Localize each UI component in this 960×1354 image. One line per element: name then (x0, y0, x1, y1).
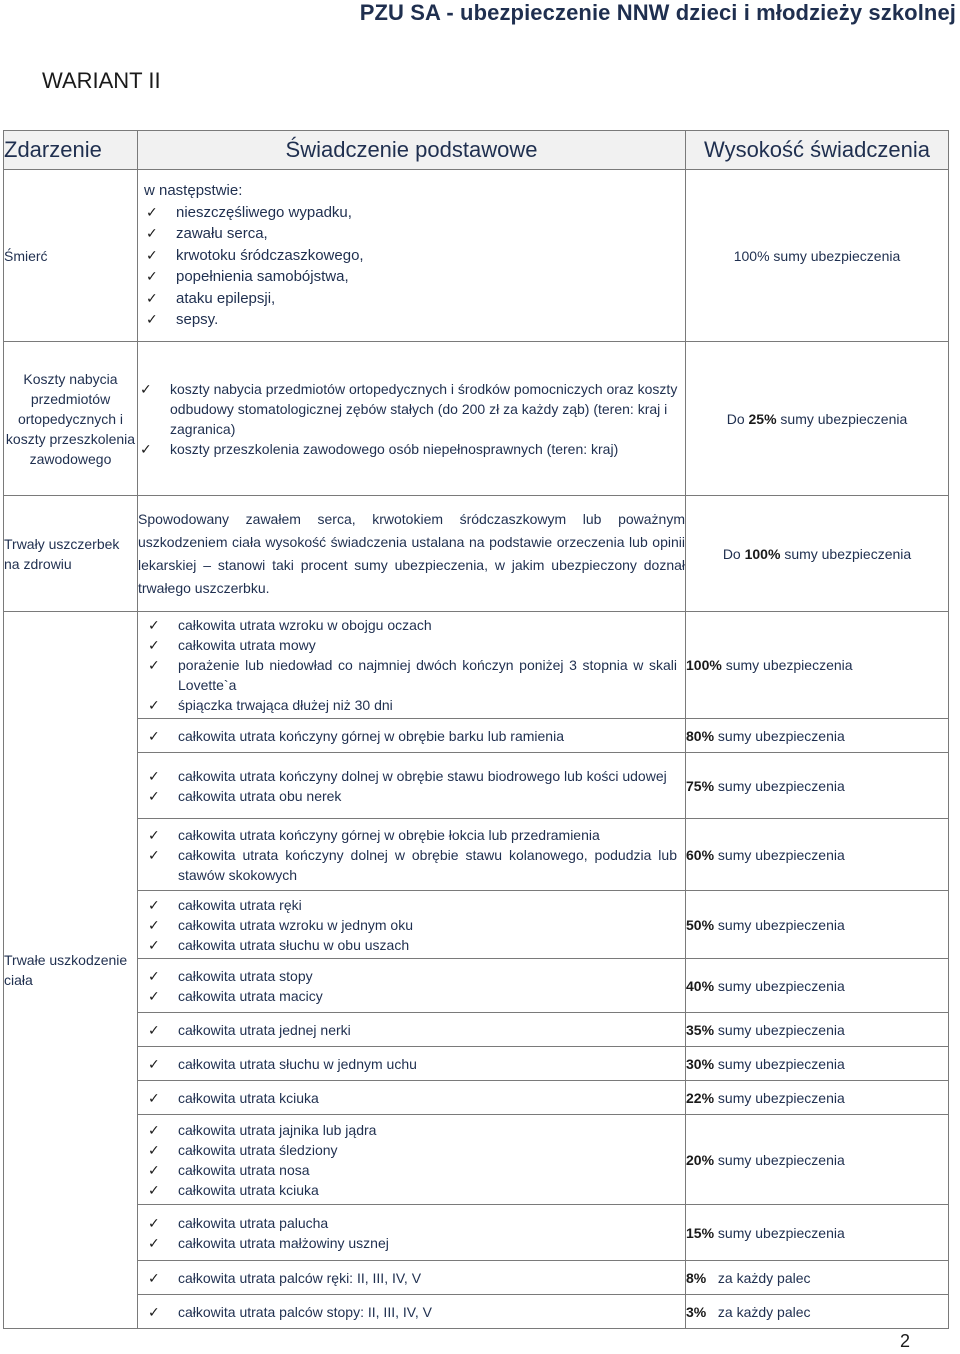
checkmark-icon: ✓ (148, 896, 160, 913)
checkmark-icon: ✓ (148, 1021, 160, 1038)
list-item-text: całkowita utrata obu nerek (178, 787, 342, 804)
list-item-text: całkowita utrata jajnika lub jądra (178, 1121, 377, 1138)
checkmark-icon: ✓ (148, 1121, 160, 1138)
list-item (146, 1268, 677, 1288)
damage-list (146, 1268, 677, 1288)
damage-list (146, 1088, 677, 1108)
amount-percent: 80% (686, 727, 715, 744)
document-header-title: PZU SA - ubezpieczenie NNW dzieci i młodzieży szkolnej (359, 0, 956, 25)
checkmark-icon: ✓ (146, 268, 158, 285)
list-item (146, 1088, 677, 1108)
amount-percent: 100% (686, 657, 722, 673)
table-row (4, 1081, 949, 1115)
damage-description (138, 959, 686, 1013)
page-number: 2 (899, 1331, 910, 1351)
checkmark-icon: ✓ (148, 1161, 160, 1178)
damage-amount (686, 1013, 949, 1047)
list-item (146, 935, 677, 955)
checkmark-icon: ✓ (146, 225, 158, 242)
list-item-text: popełnienia samobójstwa, (176, 268, 349, 286)
list-item (146, 986, 677, 1006)
amount-suffix: sumy ubezpieczenia (717, 727, 845, 744)
damage-amount (686, 819, 949, 891)
table-row (4, 1261, 949, 1295)
damage-list (146, 1120, 677, 1200)
benefits-table (3, 130, 949, 1329)
permanent-damage-rows (4, 612, 949, 1329)
damage-description (138, 819, 686, 891)
amount-suffix: za każdy palec (717, 1269, 811, 1286)
checkmark-icon: ✓ (146, 203, 158, 220)
damage-amount (686, 1081, 949, 1115)
list-item-text: koszty przeszkolenia zawodowego osób niepełnosprawnych (teren: kraj) (170, 440, 619, 457)
list-item-text: całkowita utrata stopy (178, 967, 313, 984)
list-item-text: całkowita utrata słuchu w jednym uchu (178, 1055, 417, 1072)
list-item-text: krwotoku śródczaszkowego, (176, 246, 364, 264)
amount-percent: 3% (686, 1303, 707, 1320)
checkmark-icon: ✓ (146, 246, 158, 263)
amount-suffix: sumy ubezpieczenia (717, 916, 845, 933)
list-item-text: całkowita utrata kończyny górnej w obrębie łokcia lub przedramienia (178, 826, 600, 843)
amount-percent: 60% (686, 846, 715, 863)
damage-list (146, 766, 677, 806)
header-basic-benefit: Świadczenie podstawowe (138, 131, 686, 170)
amount-suffix: sumy ubezpieczenia (717, 777, 845, 794)
permanent-injury-amount (686, 496, 949, 612)
death-intro: w następstwie: (144, 182, 243, 200)
amount-suffix: sumy ubezpieczenia (717, 1224, 845, 1241)
checkmark-icon: ✓ (148, 967, 160, 984)
list-item (146, 966, 677, 986)
list-item (146, 825, 677, 845)
costs-benefit-description (138, 342, 686, 496)
checkmark-icon: ✓ (148, 1055, 160, 1072)
damage-list (146, 966, 677, 1006)
checkmark-icon: ✓ (148, 1141, 160, 1158)
table-row-costs (4, 342, 949, 496)
damage-description (138, 1081, 686, 1115)
list-item (146, 726, 677, 746)
list-item-text: całkowita utrata kończyny górnej w obrębie barku lub ramienia (178, 727, 564, 744)
list-item-text: całkowita utrata palców stopy: II, III, IV, V (178, 1303, 432, 1320)
list-item-text: całkowita utrata mowy (178, 637, 316, 653)
event-costs: Koszty nabycia przedmiotów ortopedycznych i koszty przeszkolenia zawodowego (4, 342, 138, 496)
checkmark-icon: ✓ (148, 1089, 160, 1106)
damage-amount (686, 1261, 949, 1295)
list-item (144, 288, 685, 310)
damage-list (146, 1020, 677, 1040)
list-item-text: całkowita utrata palców ręki: II, III, IV, V (178, 1269, 422, 1286)
damage-description (138, 1295, 686, 1329)
checkmark-icon: ✓ (148, 1181, 160, 1198)
checkmark-icon: ✓ (140, 440, 152, 457)
list-item-text: całkowita utrata małżowiny usznej (178, 1234, 389, 1251)
list-item (146, 655, 677, 695)
amount-suffix: sumy ubezpieczenia (717, 1089, 845, 1106)
damage-list (146, 825, 677, 885)
table-row (4, 891, 949, 959)
costs-list (138, 379, 685, 459)
table-row (4, 819, 949, 891)
death-benefit-description (138, 170, 686, 342)
table-row (4, 959, 949, 1013)
costs-amount-percent: 25% (748, 410, 777, 427)
list-item (146, 695, 677, 715)
damage-amount (686, 891, 949, 959)
damage-list (146, 895, 677, 955)
amount-suffix: sumy ubezpieczenia (717, 1151, 845, 1168)
checkmark-icon: ✓ (148, 787, 160, 804)
list-item (146, 615, 677, 635)
list-item (144, 266, 685, 288)
amount-suffix: sumy ubezpieczenia (725, 657, 853, 673)
list-item-text: całkowita utrata ręki (178, 896, 302, 913)
checkmark-icon: ✓ (148, 657, 160, 673)
damage-amount (686, 1295, 949, 1329)
checkmark-icon: ✓ (148, 617, 160, 633)
damage-description (138, 719, 686, 753)
checkmark-icon: ✓ (140, 380, 152, 397)
checkmark-icon: ✓ (148, 697, 160, 713)
damage-amount (686, 753, 949, 819)
damage-amount (686, 719, 949, 753)
damage-amount (686, 1115, 949, 1205)
event-permanent-damage: Trwałe uszkodzenie ciała (4, 612, 138, 1329)
list-item (146, 1213, 677, 1233)
amount-percent: 8% (686, 1269, 707, 1286)
list-item (146, 915, 677, 935)
damage-amount (686, 612, 949, 719)
list-item-text: całkowita utrata słuchu w obu uszach (178, 936, 410, 953)
amount-suffix: sumy ubezpieczenia (717, 1021, 845, 1038)
event-death: Śmierć (4, 170, 138, 342)
header-benefit-amount: Wysokość świadczenia (686, 131, 949, 170)
list-item-text: całkowita utrata śledziony (178, 1141, 338, 1158)
amount-percent: 40% (686, 977, 715, 994)
permanent-injury-amount-prefix: Do (722, 545, 741, 562)
list-item (146, 845, 677, 885)
costs-amount (686, 342, 949, 496)
list-item (138, 379, 685, 439)
list-item-text: całkowita utrata kończyny dolnej w obrębie stawu kolanowego, podudzia lub stawów skokowych (178, 846, 677, 883)
list-item (146, 1054, 677, 1074)
variant-heading: WARIANT II (42, 68, 161, 93)
checkmark-icon: ✓ (148, 846, 160, 863)
list-item (138, 439, 685, 459)
list-item (146, 786, 677, 806)
list-item-text: śpiączka trwająca dłużej niż 30 dni (178, 697, 393, 713)
table-row (4, 1013, 949, 1047)
damage-description (138, 753, 686, 819)
checkmark-icon: ✓ (148, 727, 160, 744)
damage-description (138, 1205, 686, 1261)
amount-suffix: sumy ubezpieczenia (717, 977, 845, 994)
list-item-text: całkowita utrata kończyny dolnej w obrębie stawu biodrowego lub kości udowej (178, 767, 667, 784)
checkmark-icon: ✓ (148, 637, 160, 653)
table-row (4, 1295, 949, 1329)
checkmark-icon: ✓ (148, 1303, 160, 1320)
damage-amount (686, 959, 949, 1013)
damage-list (146, 1054, 677, 1074)
amount-suffix: sumy ubezpieczenia (717, 846, 845, 863)
list-item-text: całkowita utrata kciuka (178, 1181, 319, 1198)
damage-amount (686, 1047, 949, 1081)
table-row (4, 1047, 949, 1081)
list-item-text: sepsy. (176, 311, 219, 329)
amount-suffix: sumy ubezpieczenia (717, 1055, 845, 1072)
list-item (146, 766, 677, 786)
amount-percent: 35% (686, 1021, 715, 1038)
permanent-injury-amount-percent: 100% (744, 545, 781, 562)
costs-amount-suffix: sumy ubezpieczenia (780, 410, 908, 427)
amount-percent: 50% (686, 916, 715, 933)
header-event: Zdarzenie (4, 131, 138, 170)
table-header-row (4, 131, 949, 170)
list-item (144, 223, 685, 245)
list-item-text: nieszczęśliwego wypadku, (176, 203, 352, 221)
checkmark-icon: ✓ (148, 916, 160, 933)
checkmark-icon: ✓ (148, 1234, 160, 1251)
damage-description (138, 1261, 686, 1295)
checkmark-icon: ✓ (148, 767, 160, 784)
list-item (146, 635, 677, 655)
amount-percent: 15% (686, 1224, 715, 1241)
damage-description (138, 891, 686, 959)
list-item (146, 1302, 677, 1322)
list-item-text: koszty nabycia przedmiotów ortopedycznych i środków pomocniczych oraz koszty odbudowy stomatologicznej zębów stałych (do 200 zł za każdy ząb) (teren: kraj i zagranica) (170, 380, 678, 437)
list-item (146, 1120, 677, 1140)
list-item-text: całkowita utrata jednej nerki (178, 1021, 351, 1038)
checkmark-icon: ✓ (148, 987, 160, 1004)
damage-list (146, 615, 677, 715)
amount-percent: 20% (686, 1151, 715, 1168)
checkmark-icon: ✓ (148, 1214, 160, 1231)
death-amount: 100% sumy ubezpieczenia (686, 170, 949, 342)
list-item-text: całkowita utrata wzroku w jednym oku (178, 916, 413, 933)
checkmark-icon: ✓ (146, 311, 158, 328)
damage-list (146, 1213, 677, 1253)
list-item (146, 1233, 677, 1253)
checkmark-icon: ✓ (146, 289, 158, 306)
list-item-text: całkowita utrata kciuka (178, 1089, 319, 1106)
list-item-text: zawału serca, (176, 225, 268, 243)
damage-amount (686, 1205, 949, 1261)
damage-description (138, 612, 686, 719)
permanent-injury-description (138, 496, 686, 612)
damage-list (146, 1302, 677, 1322)
amount-percent: 75% (686, 777, 715, 794)
death-causes-list (144, 202, 685, 331)
checkmark-icon: ✓ (148, 1269, 160, 1286)
damage-description (138, 1013, 686, 1047)
table-row (4, 753, 949, 819)
amount-suffix: za każdy palec (717, 1303, 811, 1320)
list-item-text: całkowita utrata macicy (178, 987, 323, 1004)
damage-description (138, 1047, 686, 1081)
table-row-death (4, 170, 949, 342)
table-row-permanent-injury (4, 496, 949, 612)
list-item-text: całkowita utrata nosa (178, 1161, 310, 1178)
list-item (144, 202, 685, 224)
list-item (146, 1020, 677, 1040)
list-item (146, 895, 677, 915)
table-row (4, 1205, 949, 1261)
table-row (4, 719, 949, 753)
table-row (4, 1115, 949, 1205)
damage-list (146, 726, 677, 746)
list-item (146, 1160, 677, 1180)
checkmark-icon: ✓ (148, 826, 160, 843)
list-item-text: całkowita utrata wzroku w obojgu oczach (178, 617, 432, 633)
amount-percent: 30% (686, 1055, 715, 1072)
list-item-text: ataku epilepsji, (176, 289, 276, 307)
amount-percent: 22% (686, 1089, 715, 1106)
costs-amount-prefix: Do (726, 410, 745, 427)
table-row (4, 612, 949, 719)
list-item (146, 1180, 677, 1200)
checkmark-icon: ✓ (148, 936, 160, 953)
damage-description (138, 1115, 686, 1205)
permanent-injury-text: Spowodowany zawałem serca, krwotokiem śródczaszkowym lub poważnym uszkodzeniem ciała wysokość świadczenia ustalana na podstawie orzeczenia lub opinii lekarskiej – stanowi taki procent sumy ubezpieczenia, w jakim ubezpieczony doznał trwałego uszczerbku. (138, 510, 685, 596)
list-item (144, 309, 685, 331)
event-permanent-injury: Trwały uszczerbek na zdrowiu (4, 496, 138, 612)
list-item-text: całkowita utrata palucha (178, 1214, 329, 1231)
list-item (144, 245, 685, 267)
list-item-text: porażenie lub niedowład co najmniej dwóch kończyn poniżej 3 stopnia w skali Lovette`a (178, 657, 677, 693)
permanent-injury-amount-suffix: sumy ubezpieczenia (784, 545, 912, 562)
list-item (146, 1140, 677, 1160)
